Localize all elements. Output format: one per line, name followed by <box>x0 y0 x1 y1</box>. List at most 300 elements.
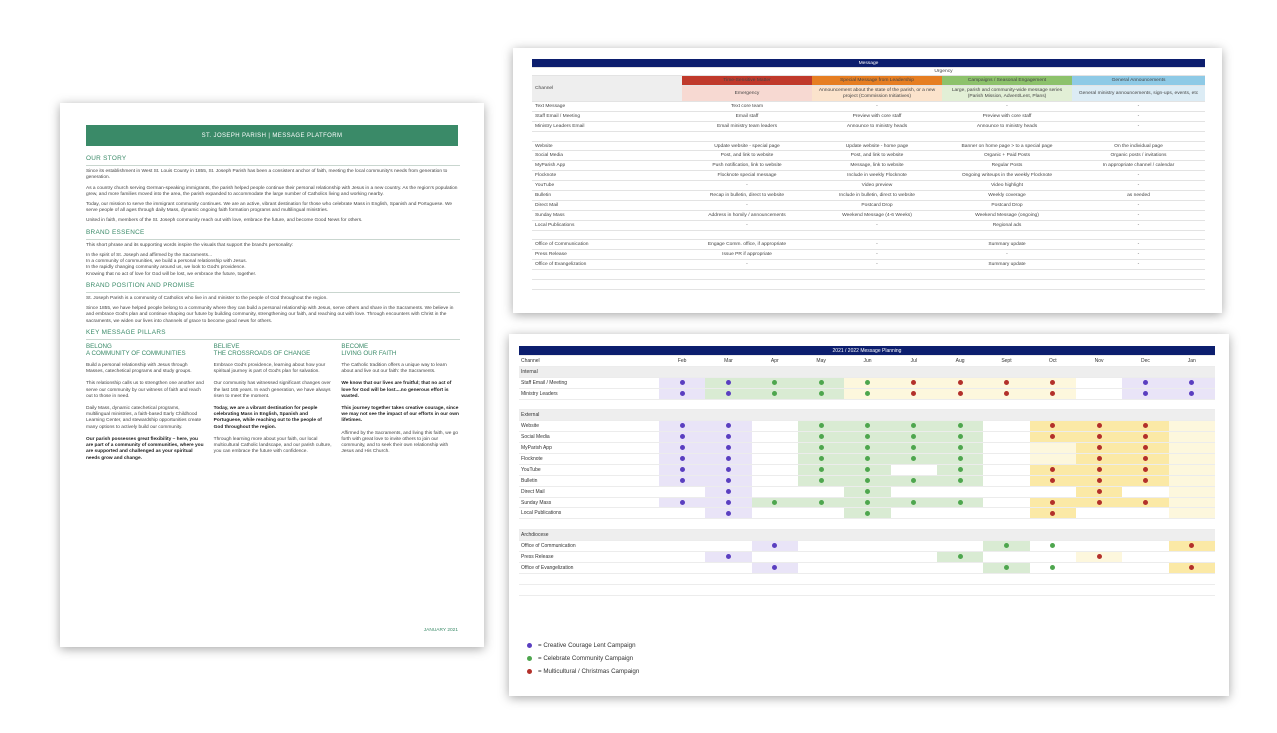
campaign-dot <box>772 565 777 570</box>
schedule-cell <box>752 497 798 508</box>
schedule-cell <box>752 464 798 475</box>
channel-name: Text Message <box>532 102 682 112</box>
campaign-dot <box>1189 380 1194 385</box>
schedule-cell <box>752 399 798 410</box>
schedule-cell <box>752 475 798 486</box>
channel-name: Bulletin <box>532 191 682 201</box>
campaign-dot <box>1097 456 1102 461</box>
schedule-cell <box>983 552 1029 563</box>
schedule-cell <box>659 410 705 421</box>
schedule-cell <box>891 421 937 432</box>
urgency-category-header: Time-Sensitive Matter <box>682 76 812 86</box>
pillar-text: Our community has witnessed significant changes over the last 165 years. In each generation, we have always risen to meet the moment. <box>213 381 331 399</box>
schedule-cell <box>1076 541 1122 552</box>
month-header: Dec <box>1122 356 1168 367</box>
schedule-cell <box>1122 421 1168 432</box>
campaign-dot <box>1097 500 1102 505</box>
schedule-cell <box>705 410 751 421</box>
pillar-text: Our parish possesses great flexibility – here, you are part of a community of communities, where you are supported and challenged as your spiritual needs grow and change. <box>86 436 204 461</box>
pillar-text: This relationship calls us to strengthen one another and serve our community by our witness of faith and reach out to those in need. <box>86 381 204 399</box>
schedule-cell <box>798 562 844 573</box>
table-cell <box>812 270 942 280</box>
schedule-cell <box>937 410 983 421</box>
month-header: Apr <box>752 356 798 367</box>
schedule-cell <box>937 541 983 552</box>
channel-name <box>519 399 659 410</box>
legend-dot <box>527 669 532 674</box>
schedule-cell <box>983 421 1029 432</box>
schedule-cell <box>752 443 798 454</box>
campaign-dot <box>911 478 916 483</box>
schedule-cell <box>844 443 890 454</box>
schedule-cell <box>752 519 798 530</box>
schedule-cell <box>1169 388 1215 399</box>
table-cell: Preview with core staff <box>942 111 1072 121</box>
schedule-cell <box>844 530 890 541</box>
pillar-title: BELONG <box>86 343 112 351</box>
table-cell: - <box>812 220 942 230</box>
section-row <box>519 366 1215 377</box>
campaign-dot <box>772 500 777 505</box>
schedule-cell <box>1122 410 1168 421</box>
message-title: Message <box>532 59 1205 68</box>
campaign-dot <box>865 391 870 396</box>
table-row <box>519 432 1215 443</box>
schedule-cell <box>891 454 937 465</box>
campaign-dot <box>1050 565 1055 570</box>
schedule-cell <box>983 388 1029 399</box>
schedule-cell <box>1030 377 1076 388</box>
urgency-category-header: Campaigns / Seasonal Engagement <box>942 76 1072 86</box>
schedule-cell <box>705 530 751 541</box>
table-cell <box>682 131 812 141</box>
campaign-dot <box>865 478 870 483</box>
section-label: Archdiocese <box>519 530 659 541</box>
schedule-cell <box>983 584 1029 595</box>
position-paragraph: St. Joseph Parish is a community of Catholics who live in and minister to the people of God throughout the region. <box>86 296 328 302</box>
channel-name: Flocknote <box>519 454 659 465</box>
campaign-dot <box>726 391 731 396</box>
schedule-cell <box>891 530 937 541</box>
schedule-cell <box>798 508 844 519</box>
schedule-cell <box>1076 573 1122 584</box>
table-row <box>519 508 1215 519</box>
schedule-cell <box>937 366 983 377</box>
schedule-cell <box>1169 410 1215 421</box>
campaign-dot <box>865 500 870 505</box>
schedule-cell <box>752 562 798 573</box>
table-cell: - <box>682 200 812 210</box>
schedule-cell <box>1030 464 1076 475</box>
table-row <box>532 220 1205 230</box>
campaign-dot <box>726 456 731 461</box>
schedule-cell <box>1030 486 1076 497</box>
legend-dot <box>527 643 532 648</box>
legend-item <box>527 642 639 649</box>
schedule-cell <box>983 519 1029 530</box>
table-cell <box>942 280 1072 290</box>
schedule-cell <box>1122 562 1168 573</box>
schedule-cell <box>705 508 751 519</box>
campaign-dot <box>680 380 685 385</box>
table-cell: Summary update <box>942 240 1072 250</box>
schedule-cell <box>705 388 751 399</box>
table-cell <box>812 131 942 141</box>
table-cell: - <box>1072 260 1205 270</box>
table-cell: - <box>1072 220 1205 230</box>
channel-name: Press Release <box>519 552 659 563</box>
schedule-cell <box>1169 541 1215 552</box>
table-cell: Post, and link to website <box>812 151 942 161</box>
schedule-cell <box>752 421 798 432</box>
message-platform-document <box>60 103 484 647</box>
channel-name: Staff Email / Meeting <box>532 111 682 121</box>
schedule-cell <box>752 388 798 399</box>
table-row <box>519 497 1215 508</box>
pillar-subtitle: THE CROSSROADS OF CHANGE <box>213 350 311 358</box>
schedule-cell <box>891 486 937 497</box>
campaign-dot <box>911 500 916 505</box>
schedule-cell <box>983 399 1029 410</box>
schedule-cell <box>1169 464 1215 475</box>
schedule-cell <box>659 530 705 541</box>
schedule-cell <box>659 388 705 399</box>
schedule-cell <box>844 388 890 399</box>
schedule-cell <box>659 443 705 454</box>
table-cell: Text core team <box>682 102 812 112</box>
schedule-cell <box>1030 530 1076 541</box>
schedule-cell <box>1030 366 1076 377</box>
schedule-cell <box>937 573 983 584</box>
campaign-dot <box>819 456 824 461</box>
campaign-dot <box>726 511 731 516</box>
campaign-dot <box>865 423 870 428</box>
schedule-cell <box>798 541 844 552</box>
schedule-cell <box>752 454 798 465</box>
schedule-cell <box>798 486 844 497</box>
pillar-text: Today, we are a vibrant destination for people celebrating Mass in English, Spanish and Portuguese, while reaching out to the people of God throughout the region. <box>213 406 322 430</box>
month-header: Jun <box>844 356 890 367</box>
schedule-cell <box>1169 399 1215 410</box>
schedule-cell <box>705 475 751 486</box>
campaign-dot <box>958 380 963 385</box>
schedule-cell <box>983 475 1029 486</box>
table-row <box>532 270 1205 280</box>
schedule-cell <box>705 464 751 475</box>
campaign-dot <box>1050 511 1055 516</box>
campaign-dot <box>1004 543 1009 548</box>
campaign-dot <box>958 467 963 472</box>
campaign-dot <box>1050 423 1055 428</box>
schedule-cell <box>659 519 705 530</box>
message-planning-table <box>519 346 1215 596</box>
campaign-dot <box>1143 500 1148 505</box>
pillar-text: We know that our lives are fruitful; that no act of love for God will be lost....no generous effort is wasted. <box>341 381 452 399</box>
document-date: JANUARY 2021 <box>423 628 458 633</box>
table-row <box>519 377 1215 388</box>
schedule-cell <box>1076 454 1122 465</box>
schedule-cell <box>659 541 705 552</box>
campaign-dot <box>680 391 685 396</box>
schedule-cell <box>1076 552 1122 563</box>
campaign-dot <box>726 478 731 483</box>
campaign-dot <box>1143 467 1148 472</box>
schedule-cell <box>798 573 844 584</box>
schedule-cell <box>659 486 705 497</box>
campaign-dot <box>1097 489 1102 494</box>
channel-name: Office of Evangelization <box>519 562 659 573</box>
table-cell: Engage Comm. office, if appropriate <box>682 240 812 250</box>
table-row <box>532 151 1205 161</box>
channel-name: Office of Communication <box>519 541 659 552</box>
section-label: Internal <box>519 366 659 377</box>
schedule-cell <box>659 399 705 410</box>
story-paragraph: Since its establishment in West St. Louis County in 1855, St. Joseph Parish has been a consistent anchor of faith, meeting the local community's needs from generation to generation. <box>86 169 448 181</box>
pillar-belong <box>86 343 205 468</box>
campaign-dot <box>958 445 963 450</box>
table-cell: Postcard Drop <box>942 200 1072 210</box>
schedule-cell <box>705 486 751 497</box>
schedule-cell <box>937 486 983 497</box>
table-cell: Message, link to website <box>812 161 942 171</box>
schedule-cell <box>752 530 798 541</box>
schedule-cell <box>937 508 983 519</box>
schedule-cell <box>1076 475 1122 486</box>
pillar-title: BELIEVE <box>213 343 240 351</box>
table-row <box>519 464 1215 475</box>
table-row <box>532 200 1205 210</box>
schedule-cell <box>983 486 1029 497</box>
schedule-cell <box>659 454 705 465</box>
campaign-dot <box>680 500 685 505</box>
schedule-cell <box>1122 475 1168 486</box>
schedule-cell <box>798 421 844 432</box>
table-cell: Recap in bulletin, direct to website <box>682 191 812 201</box>
campaign-dot <box>1004 380 1009 385</box>
schedule-cell <box>844 508 890 519</box>
table-row <box>519 541 1215 552</box>
schedule-cell <box>891 541 937 552</box>
schedule-cell <box>891 519 937 530</box>
campaign-dot <box>1050 380 1055 385</box>
pillar-believe <box>214 343 333 468</box>
campaign-dot <box>819 500 824 505</box>
campaign-dot <box>1143 456 1148 461</box>
pillar-text: Build a personal relationship with Jesus through Masses, catechetical programs and study groups. <box>86 363 192 375</box>
schedule-cell <box>983 464 1029 475</box>
channel-name: Social Media <box>519 432 659 443</box>
schedule-cell <box>844 421 890 432</box>
schedule-cell <box>798 388 844 399</box>
schedule-cell <box>937 519 983 530</box>
campaign-dot <box>911 445 916 450</box>
schedule-cell <box>937 454 983 465</box>
pillar-subtitle: A COMMUNITY OF COMMUNITIES <box>86 350 186 358</box>
schedule-cell <box>937 584 983 595</box>
message-matrix-sheet <box>513 48 1222 313</box>
campaign-dot <box>1050 391 1055 396</box>
document-banner: ST. JOSEPH PARISH | MESSAGE PLATFORM <box>86 125 458 146</box>
schedule-cell <box>1030 508 1076 519</box>
schedule-cell <box>983 432 1029 443</box>
month-header: Nov <box>1076 356 1122 367</box>
schedule-cell <box>1030 552 1076 563</box>
schedule-cell <box>983 443 1029 454</box>
schedule-cell <box>705 497 751 508</box>
table-row <box>532 230 1205 240</box>
campaign-dot <box>958 423 963 428</box>
campaign-dot <box>958 456 963 461</box>
channel-name: YouTube <box>519 464 659 475</box>
campaign-dot <box>680 467 685 472</box>
urgency-category-description: Announcement about the state of the parish, or a new project (Commission Initiatives) <box>812 86 942 102</box>
schedule-cell <box>983 541 1029 552</box>
schedule-cell <box>705 399 751 410</box>
campaign-dot <box>865 456 870 461</box>
table-cell <box>682 270 812 280</box>
campaign-dot <box>958 554 963 559</box>
story-paragraph: Today, our mission to serve the immigrant community continues. We are an active, vibrant destination for those who celebrate Mass in English, Spanish and Portuguese. We serve people of all ages through daily Mass, dynamic ongoing faith formation programs and multilingual ministries. <box>86 202 453 214</box>
schedule-cell <box>937 464 983 475</box>
legend-item <box>527 655 639 662</box>
schedule-cell <box>1076 530 1122 541</box>
schedule-cell <box>1076 366 1122 377</box>
schedule-cell <box>1169 497 1215 508</box>
table-cell <box>942 230 1072 240</box>
schedule-cell <box>844 486 890 497</box>
schedule-cell <box>1122 432 1168 443</box>
urgency-category-description: Emergency <box>682 86 812 102</box>
campaign-dot <box>680 445 685 450</box>
schedule-cell <box>1076 388 1122 399</box>
table-cell: - <box>1072 102 1205 112</box>
schedule-cell <box>1030 421 1076 432</box>
table-cell: Include in bulletin, direct to website <box>812 191 942 201</box>
schedule-cell <box>659 508 705 519</box>
schedule-cell <box>937 497 983 508</box>
pillar-text: Through learning more about your faith, our local multicultural Catholic landscape, and our parish culture, you can embrace the future with confidence. <box>213 436 332 455</box>
table-cell: Video preview <box>812 181 942 191</box>
schedule-cell <box>659 475 705 486</box>
campaign-dot <box>726 489 731 494</box>
schedule-cell <box>983 573 1029 584</box>
campaign-dot <box>1189 543 1194 548</box>
campaign-dot <box>911 391 916 396</box>
channel-name: Sunday Mass <box>532 210 682 220</box>
schedule-cell <box>1076 421 1122 432</box>
schedule-cell <box>1076 443 1122 454</box>
schedule-cell <box>1076 464 1122 475</box>
table-cell: Issue PR if appropriate <box>682 250 812 260</box>
schedule-cell <box>1030 541 1076 552</box>
table-cell: - <box>1072 200 1205 210</box>
urgency-label: Urgency <box>682 68 1205 76</box>
schedule-cell <box>1030 573 1076 584</box>
table-row <box>519 443 1215 454</box>
schedule-cell <box>705 552 751 563</box>
table-row <box>532 260 1205 270</box>
table-cell <box>1072 230 1205 240</box>
schedule-cell <box>891 584 937 595</box>
essence-line: In the rapidly changing community around us, we look to God's providence. <box>86 265 246 271</box>
legend-label: = Multicultural / Christmas Campaign <box>538 668 640 675</box>
table-cell: Ongoing writeups in the weekly Flocknote <box>942 171 1072 181</box>
table-cell: Preview with core staff <box>812 111 942 121</box>
month-header: Oct <box>1030 356 1076 367</box>
schedule-cell <box>798 584 844 595</box>
schedule-cell <box>752 541 798 552</box>
campaign-dot <box>1097 478 1102 483</box>
channel-column-header: Channel <box>519 356 659 367</box>
table-row <box>532 181 1205 191</box>
table-row <box>532 280 1205 290</box>
table-row <box>519 552 1215 563</box>
schedule-cell <box>659 464 705 475</box>
schedule-cell <box>752 486 798 497</box>
table-cell: Push notification, link to website <box>682 161 812 171</box>
channel-column-header: Channel <box>532 76 682 102</box>
schedule-cell <box>659 421 705 432</box>
schedule-cell <box>798 454 844 465</box>
table-row <box>519 573 1215 584</box>
campaign-dot <box>1143 423 1148 428</box>
schedule-cell <box>798 464 844 475</box>
schedule-cell <box>937 421 983 432</box>
campaign-dot <box>865 445 870 450</box>
table-cell: Address in homily / announcements <box>682 210 812 220</box>
campaign-dot <box>680 478 685 483</box>
schedule-cell <box>937 377 983 388</box>
campaign-dot <box>958 391 963 396</box>
document-body <box>86 151 460 468</box>
schedule-cell <box>659 377 705 388</box>
schedule-cell <box>705 519 751 530</box>
table-cell <box>682 230 812 240</box>
schedule-cell <box>798 530 844 541</box>
table-cell: In appropriate channel / calendar <box>1072 161 1205 171</box>
channel-name: Direct Mail <box>532 200 682 210</box>
legend-dot <box>527 656 532 661</box>
urgency-category-description: Large, parish and community-wide message series (Parish Mission, Advent/Lent, Plans) <box>942 86 1072 102</box>
campaign-dot <box>1097 554 1102 559</box>
channel-name: Direct Mail <box>519 486 659 497</box>
schedule-cell <box>1076 562 1122 573</box>
schedule-cell <box>659 573 705 584</box>
pillar-text: Daily Mass, dynamic catechetical programs, multilingual ministries, a faith-based Early Childhood Learning Center, and stewardship opportunities create many options to actively build our community. <box>86 406 202 430</box>
campaign-dot <box>772 380 777 385</box>
table-cell: Postcard Drop <box>812 200 942 210</box>
schedule-cell <box>1169 454 1215 465</box>
channel-name: MyParish App <box>519 443 659 454</box>
schedule-cell <box>1169 377 1215 388</box>
schedule-cell <box>891 562 937 573</box>
schedule-cell <box>798 519 844 530</box>
schedule-cell <box>1076 432 1122 443</box>
campaign-dot <box>819 380 824 385</box>
schedule-cell <box>1076 497 1122 508</box>
schedule-cell <box>1169 562 1215 573</box>
schedule-cell <box>705 541 751 552</box>
campaign-dot <box>1004 565 1009 570</box>
channel-name: Press Release <box>532 250 682 260</box>
table-row <box>519 421 1215 432</box>
campaign-dot <box>726 467 731 472</box>
schedule-cell <box>937 552 983 563</box>
essence-heading: BRAND ESSENCE <box>86 230 460 240</box>
table-cell: Email staff <box>682 111 812 121</box>
table-cell: - <box>682 181 812 191</box>
table-row <box>532 102 1205 112</box>
